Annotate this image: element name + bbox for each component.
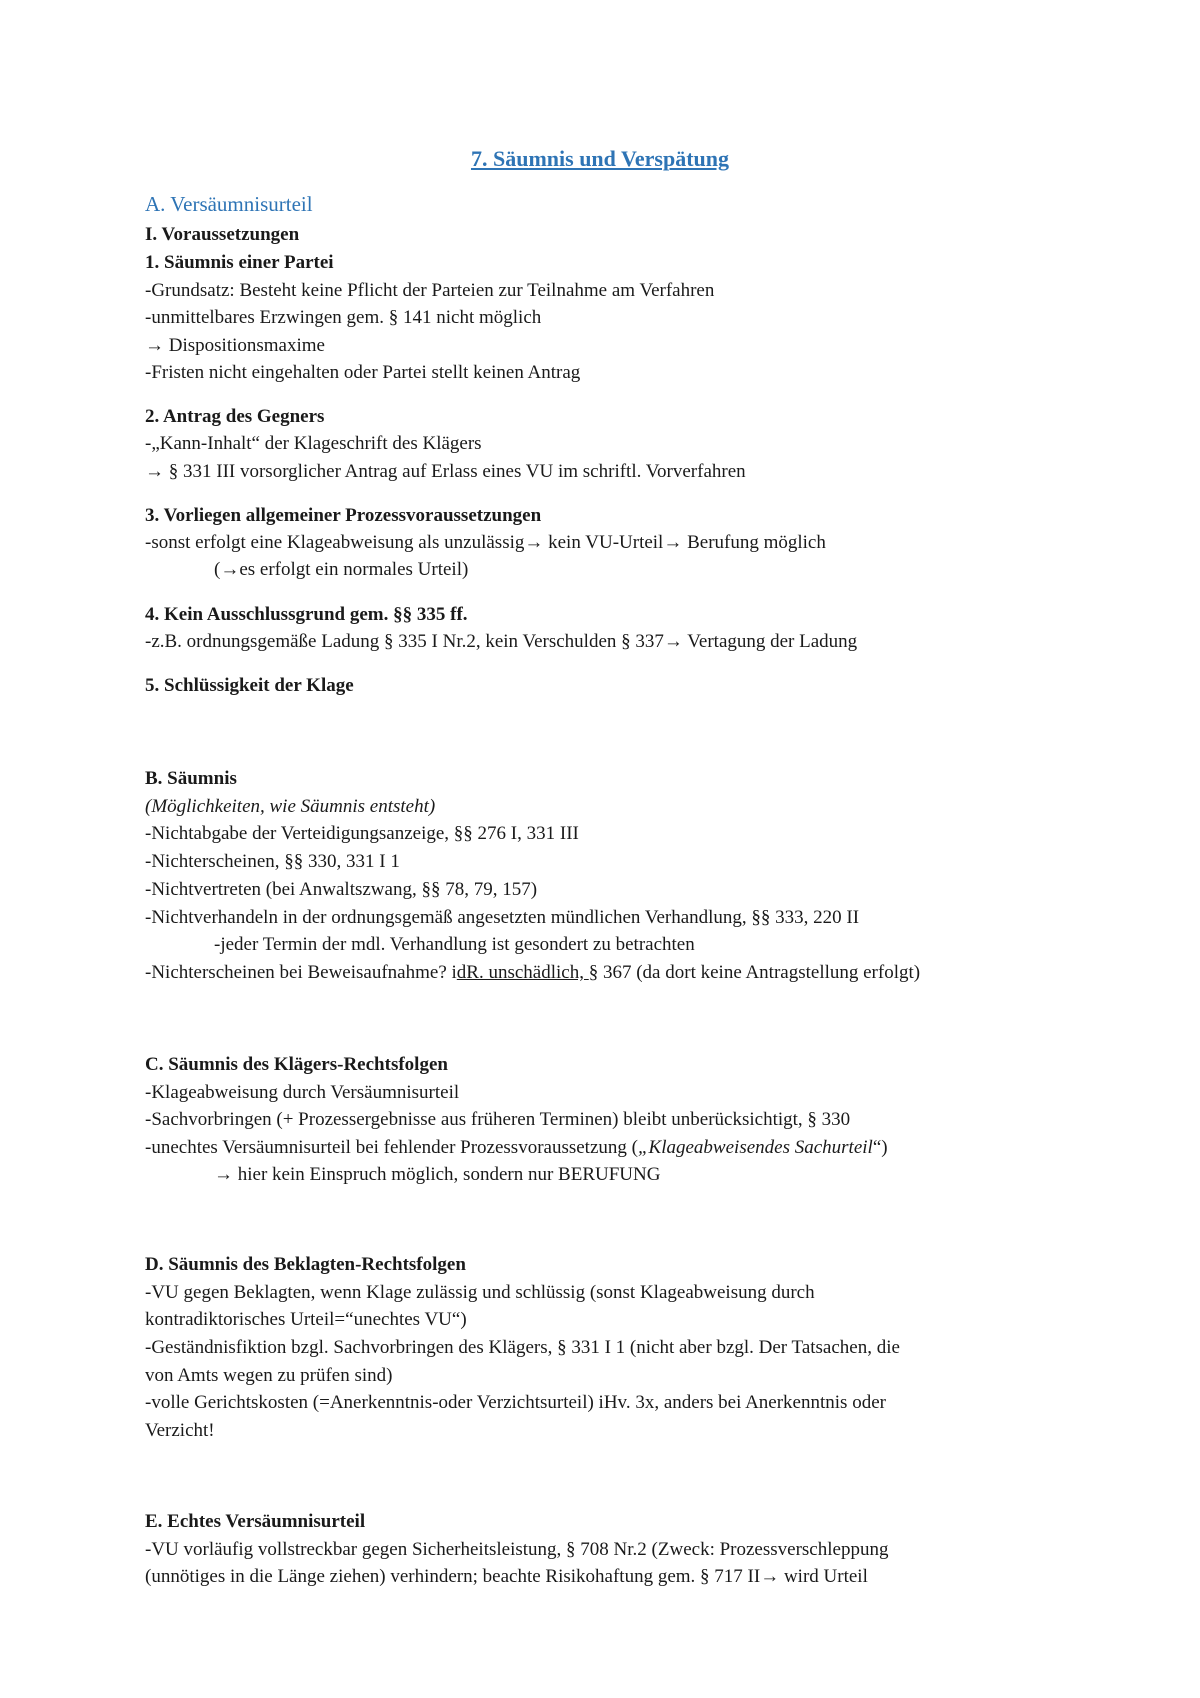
section-a-heading: A. Versäumnisurteil (145, 192, 313, 216)
a3-line-1: -sonst erfolgt eine Klageabweisung als unzulässig→ kein VU-Urteil→ Berufung möglich (145, 532, 826, 553)
c-line-3-part-3: “) (872, 1137, 888, 1158)
b-line-6 (145, 961, 920, 985)
a4-heading: 4. Kein Ausschlussgrund gem. §§ 335 ff. (145, 604, 468, 625)
a3-line-2: (→es erfolgt ein normales Urteil) (214, 559, 469, 580)
b-line-6-underlined: dR. unschädlich, (456, 962, 589, 983)
b-line-1: -Nichtabgabe der Verteidigungsanzeige, §§ 276 I, 331 III (145, 823, 579, 844)
c-line-3-part-1: -unechtes Versäumnisurteil bei fehlender Prozessvoraussetzung ( (145, 1137, 638, 1158)
a2-heading: 2. Antrag des Gegners (145, 406, 325, 427)
d-line-3: -Geständnisfiktion bzgl. Sachvorbringen des Klägers, § 331 I 1 (nicht aber bzgl. Der Tatsachen, die (145, 1337, 900, 1358)
d-line-5: -volle Gerichtskosten (=Anerkenntnis-oder Verzichtsurteil) iHv. 3x, anders bei Anerkenntnis oder (145, 1392, 886, 1413)
section-a-subheading: I. Voraussetzungen (145, 224, 300, 245)
a2-line-1: -„Kann-Inhalt“ der Klageschrift des Klägers (145, 433, 482, 454)
a1-line-4: -Fristen nicht eingehalten oder Partei stellt keinen Antrag (145, 362, 581, 383)
c-line-3-italic: „Klageabweisendes Sachurteil (637, 1137, 873, 1158)
d-line-2: kontradiktorisches Urteil=“unechtes VU“) (145, 1309, 467, 1330)
e-line-1: -VU vorläufig vollstreckbar gegen Sicherheitsleistung, § 708 Nr.2 (Zweck: Prozessverschleppung (145, 1539, 889, 1560)
c-line-1: -Klageabweisung durch Versäumnisurteil (145, 1082, 460, 1103)
section-c-heading: C. Säumnis des Klägers-Rechtsfolgen (145, 1054, 448, 1075)
page-title: 7. Säumnis und Verspätung (470, 146, 729, 171)
e-line-2: (unnötiges in die Länge ziehen) verhindern; beachte Risikohaftung gem. § 717 II→ wird Urteil (145, 1566, 868, 1587)
a5-heading: 5. Schlüssigkeit der Klage (145, 675, 354, 696)
b-line-3: -Nichtvertreten (bei Anwaltszwang, §§ 78, 79, 157) (145, 879, 538, 900)
b-line-2: -Nichterscheinen, §§ 330, 331 I 1 (145, 851, 400, 872)
b-line-4: -Nichtverhandeln in der ordnungsgemäß angesetzten mündlichen Verhandlung, §§ 333, 220 II (145, 907, 860, 928)
section-d-heading: D. Säumnis des Beklagten-Rechtsfolgen (145, 1254, 466, 1275)
c-line-2: -Sachvorbringen (+ Prozessergebnisse aus früheren Terminen) bleibt unberücksichtigt, § 330 (145, 1109, 851, 1130)
c-line-3 (145, 1136, 888, 1160)
a1-line-3: → Dispositionsmaxime (145, 335, 325, 356)
section-e-heading: E. Echtes Versäumnisurteil (145, 1511, 366, 1532)
d-line-1: -VU gegen Beklagten, wenn Klage zulässig und schlüssig (sonst Klageabweisung durch (145, 1282, 815, 1303)
d-line-6: Verzicht! (145, 1420, 215, 1441)
section-b-heading: B. Säumnis (145, 768, 237, 789)
b-line-6-part-1: -Nichterscheinen bei Beweisaufnahme? i (145, 962, 457, 983)
b-line-6-part-3: § 367 (da dort keine Antragstellung erfolgt) (588, 962, 921, 983)
a1-line-1: -Grundsatz: Besteht keine Pflicht der Parteien zur Teilnahme am Verfahren (145, 280, 715, 301)
a3-heading: 3. Vorliegen allgemeiner Prozessvoraussetzungen (145, 505, 542, 526)
a1-heading: 1. Säumnis einer Partei (145, 252, 334, 273)
b-note: (Möglichkeiten, wie Säumnis entsteht) (145, 796, 436, 817)
a1-line-2: -unmittelbares Erzwingen gem. § 141 nicht möglich (145, 307, 542, 328)
a2-line-2: → § 331 III vorsorglicher Antrag auf Erlass eines VU im schriftl. Vorverfahren (145, 461, 746, 482)
a4-line-1: -z.B. ordnungsgemäße Ladung § 335 I Nr.2, kein Verschulden § 337→ Vertagung der Ladung (145, 631, 858, 652)
b-line-5: -jeder Termin der mdl. Verhandlung ist gesondert zu betrachten (214, 934, 695, 955)
c-line-4: → hier kein Einspruch möglich, sondern nur BERUFUNG (214, 1164, 661, 1185)
d-line-4: von Amts wegen zu prüfen sind) (145, 1365, 393, 1386)
